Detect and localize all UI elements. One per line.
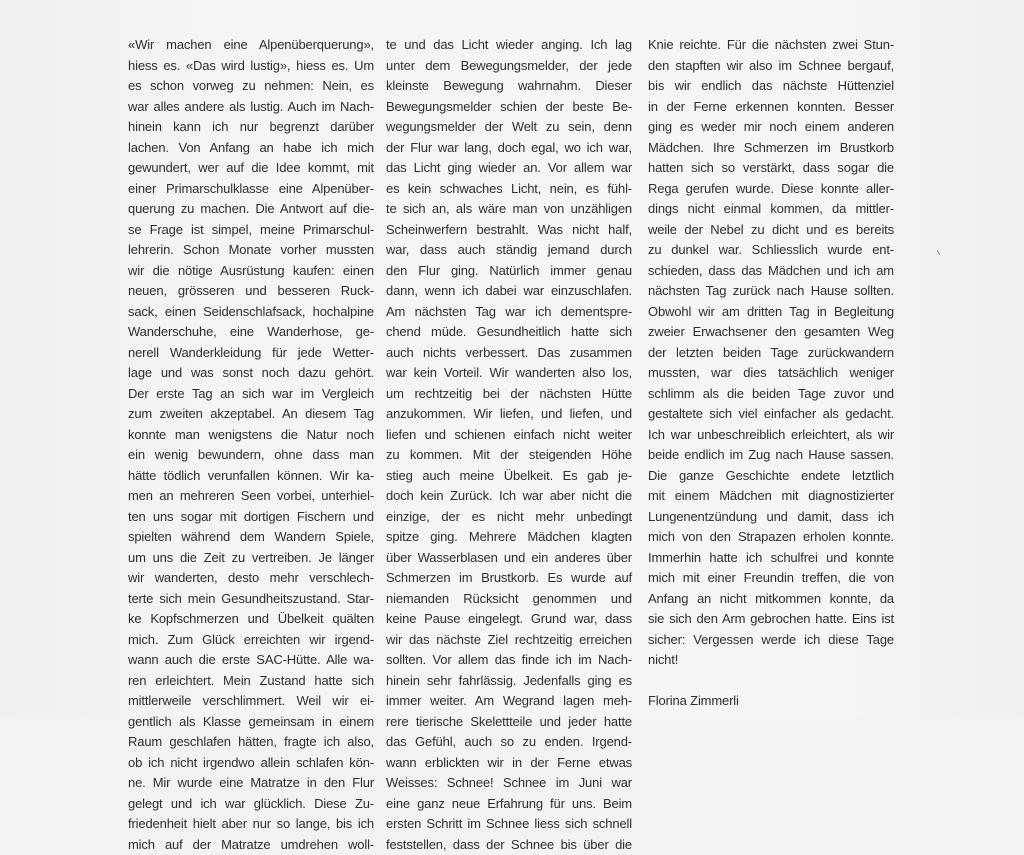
text-line: Raum geschlafen hätten, fragte ich also, <box>128 732 374 753</box>
text-line: hätte tödlich verunfallen können. Wir ka- <box>128 466 374 487</box>
text-line: wir das nächste Ziel rechtzeitig erreichen <box>386 630 632 651</box>
scan-speck <box>937 250 940 255</box>
text-line: Knie reichte. Für die nächsten zwei Stun- <box>648 35 894 56</box>
text-line: Obwohl wir am dritten Tag in Begleitung <box>648 302 894 323</box>
text-line: ren erleichtert. Mein Zustand hatte sich <box>128 671 374 692</box>
text-line: lachen. Von Anfang an habe ich mich <box>128 138 374 159</box>
text-line: war alles andere als lustig. Auch im Nach- <box>128 97 374 118</box>
text-line: liefen und schienen einfach nicht weiter <box>386 425 632 446</box>
text-line: gewundert, wer auf die Idee kommt, mit <box>128 158 374 179</box>
text-line: nächsten Tag zurück nach Hause sollten. <box>648 281 894 302</box>
text-line: hinein kann ich nur begrenzt darüber <box>128 117 374 138</box>
text-line: um rechtzeitig bei der nächsten Hütte <box>386 384 632 405</box>
text-line: Wanderschuhe, eine Wanderhose, ge- <box>128 322 374 343</box>
text-line: das Licht ging wieder an. Vor allem war <box>386 158 632 179</box>
text-line: kleinste Bewegung wahrnahm. Dieser <box>386 76 632 97</box>
text-line: weile der Nebel zu dicht und es bereits <box>648 220 894 241</box>
text-line: niemanden Rücksicht genommen und <box>386 589 632 610</box>
text-line: feststellen, dass der Schnee bis über die <box>386 835 632 855</box>
author-signature: Florina Zimmerli <box>648 691 894 712</box>
text-line: über Wasserblasen und ein anderes über <box>386 548 632 569</box>
text-line: zum zweiten akzeptabel. An diesem Tag <box>128 404 374 425</box>
text-line: hatten sich so verstärkt, dass sogar die <box>648 158 894 179</box>
text-line: Scheinwerfern bestrahlt. Was nicht half, <box>386 220 632 241</box>
text-line: wann auch die erste SAC-Hütte. Alle wa- <box>128 650 374 671</box>
text-line: Anfang an nicht mitkommen konnte, da <box>648 589 894 610</box>
text-line: ob ich nicht irgendwo allein schlafen kön- <box>128 753 374 774</box>
text-line: bis wir endlich das nächste Hüttenziel <box>648 76 894 97</box>
text-line: eine ganz neue Erfahrung für uns. Beim <box>386 794 632 815</box>
text-line: es schon vorweg zu nehmen: Nein, es <box>128 76 374 97</box>
text-line: gestaltete sich viel einfacher als gedacht. <box>648 404 894 425</box>
text-line: dann, wenn ich dabei war einzuschlafen. <box>386 281 632 302</box>
text-column-1 <box>128 35 374 855</box>
text-line: hiess es. «Das wird lustig», hiess es. Um <box>128 56 374 77</box>
text-line: doch kein Zurück. Ich war aber nicht die <box>386 486 632 507</box>
text-line: auch nichts verbessert. Das zusammen <box>386 343 632 364</box>
text-line: wir wanderten, desto mehr verschlech- <box>128 568 374 589</box>
text-line: zu kommen. Mit der steigenden Höhe <box>386 445 632 466</box>
text-line: friedenheit hielt aber nur so lange, bis ich <box>128 814 374 835</box>
text-line: das Gefühl, auch so zu enden. Irgend- <box>386 732 632 753</box>
text-line: «Wir machen eine Alpenüberquerung», <box>128 35 374 56</box>
text-line: wann erblickten wir in der Ferne etwas <box>386 753 632 774</box>
text-line: zweier Erwachsener den gesamten Weg <box>648 322 894 343</box>
text-line: schieden, dass das Mädchen und ich am <box>648 261 894 282</box>
text-line: sack, einen Seidenschlafsack, hochalpine <box>128 302 374 323</box>
text-line: Mädchen. Ihre Schmerzen im Brustkorb <box>648 138 894 159</box>
text-line: Bewegungsmelder schien der beste Be- <box>386 97 632 118</box>
text-line: gelegt und ich war glücklich. Diese Zu- <box>128 794 374 815</box>
text-line: in der Ferne erkennen konnten. Besser <box>648 97 894 118</box>
text-line: hinein sehr fahrlässig. Jedenfalls ging es <box>386 671 632 692</box>
text-line: wegungsmelder der Welt zu sein, denn <box>386 117 632 138</box>
text-line: den stapften wir also im Schnee bergauf, <box>648 56 894 77</box>
text-line: spielten während dem Wandern Spiele, <box>128 527 374 548</box>
text-column-3 <box>648 35 894 712</box>
text-line: Die ganze Geschichte endete letztlich <box>648 466 894 487</box>
text-line: Lungenentzündung und damit, dass ich <box>648 507 894 528</box>
text-line: ne. Mir wurde eine Matratze in den Flur <box>128 773 374 794</box>
text-line: dings nicht einmal kommen, da mittler- <box>648 199 894 220</box>
text-column-2 <box>386 35 632 855</box>
text-line: Schmerzen im Brustkorb. Es wurde auf <box>386 568 632 589</box>
text-line: ke Kopfschmerzen und Übelkeit quälten <box>128 609 374 630</box>
text-line: Weisses: Schnee! Schnee im Juni war <box>386 773 632 794</box>
text-line: schlimm als die beiden Tage zuvor und <box>648 384 894 405</box>
text-line: der Flur war lang, doch egal, wo ich war, <box>386 138 632 159</box>
text-line: den Flur ging. Natürlich immer genau <box>386 261 632 282</box>
text-line: mittlerweile verschlimmert. Weil wir ei- <box>128 691 374 712</box>
text-line: mich von den Strapazen erholen konnte. <box>648 527 894 548</box>
text-line: Immerhin hatte ich schulfrei und konnte <box>648 548 894 569</box>
text-line: es kein schwaches Licht, nein, es fühl- <box>386 179 632 200</box>
text-line: te und das Licht wieder anging. Ich lag <box>386 35 632 56</box>
text-line: der letzten beiden Tage zurückwandern <box>648 343 894 364</box>
text-line: terte sich mein Gesundheitszustand. Star- <box>128 589 374 610</box>
text-line: gentlich als Klasse gemeinsam in einem <box>128 712 374 733</box>
text-line: te sich an, als wäre man von unzähligen <box>386 199 632 220</box>
text-line: mich. Zum Glück erreichten wir irgend- <box>128 630 374 651</box>
text-line: men an mehreren Seen vorbei, unterhiel- <box>128 486 374 507</box>
text-line: war kein Vorteil. Wir wanderten also los, <box>386 363 632 384</box>
text-line: mich auf der Matratze umdrehen woll- <box>128 835 374 855</box>
text-line: ten uns sogar mit dortigen Fischern und <box>128 507 374 528</box>
text-line: rere tierische Skelettteile und jeder hatte <box>386 712 632 733</box>
text-line: zu dunkel war. Schliesslich wurde ent- <box>648 240 894 261</box>
text-line: lehrerin. Schon Monate vorher mussten <box>128 240 374 261</box>
text-line: ging es weder mir noch einem anderen <box>648 117 894 138</box>
text-line: nicht! <box>648 650 894 671</box>
text-line: anzukommen. Wir liefen, und liefen, und <box>386 404 632 425</box>
text-line: immer weiter. Am Wegrand lagen meh- <box>386 691 632 712</box>
text-line: Am nächsten Tag war ich dementspre- <box>386 302 632 323</box>
text-line: sicher: Vergessen werde ich diese Tage <box>648 630 894 651</box>
text-line: stieg auch meine Übelkeit. Es gab je- <box>386 466 632 487</box>
text-line: ersten Schritt im Schnee liess sich schnell <box>386 814 632 835</box>
text-line: spitze ging. Mehrere Mädchen klagten <box>386 527 632 548</box>
text-line: se Frage ist simpel, meine Primarschul- <box>128 220 374 241</box>
text-line: mussten, war dies tatsächlich weniger <box>648 363 894 384</box>
text-line: um uns die Zeit zu vertreiben. Je länger <box>128 548 374 569</box>
text-line: war, dass auch ständig jemand durch <box>386 240 632 261</box>
text-line: wir die nötige Ausrüstung kaufen: einen <box>128 261 374 282</box>
text-line: sollten. Vor allem das finde ich im Nach- <box>386 650 632 671</box>
text-line: lage und was sonst noch dazu gehört. <box>128 363 374 384</box>
text-line: chend müde. Gesundheitlich hatte sich <box>386 322 632 343</box>
text-line: neuen, grösseren und besseren Ruck- <box>128 281 374 302</box>
text-line: ein wenig bewundern, ohne dass man <box>128 445 374 466</box>
text-line: einer Primarschulklasse eine Alpenüber- <box>128 179 374 200</box>
text-line: einzige, der es nicht mehr unbedingt <box>386 507 632 528</box>
text-line: mich mit einer Freundin treffen, die von <box>648 568 894 589</box>
text-line: mit einem Mädchen mit diagnostizierter <box>648 486 894 507</box>
text-line: konnte man wenigstens die Natur noch <box>128 425 374 446</box>
text-line: Der erste Tag an sich war im Vergleich <box>128 384 374 405</box>
text-line: keine Pause eingelegt. Grund war, dass <box>386 609 632 630</box>
text-line: querung zu machen. Die Antwort auf die- <box>128 199 374 220</box>
text-line: Rega gerufen wurde. Diese konnte aller- <box>648 179 894 200</box>
text-line: Ich war unbeschreiblich erleichtert, als wir <box>648 425 894 446</box>
text-line: nerell Wanderkleidung für jede Wetter- <box>128 343 374 364</box>
text-line: unter dem Bewegungsmelder, der jede <box>386 56 632 77</box>
text-line: sie sich den Arm gebrochen hatte. Eins ist <box>648 609 894 630</box>
text-line: beide endlich im Zug nach Hause sassen. <box>648 445 894 466</box>
